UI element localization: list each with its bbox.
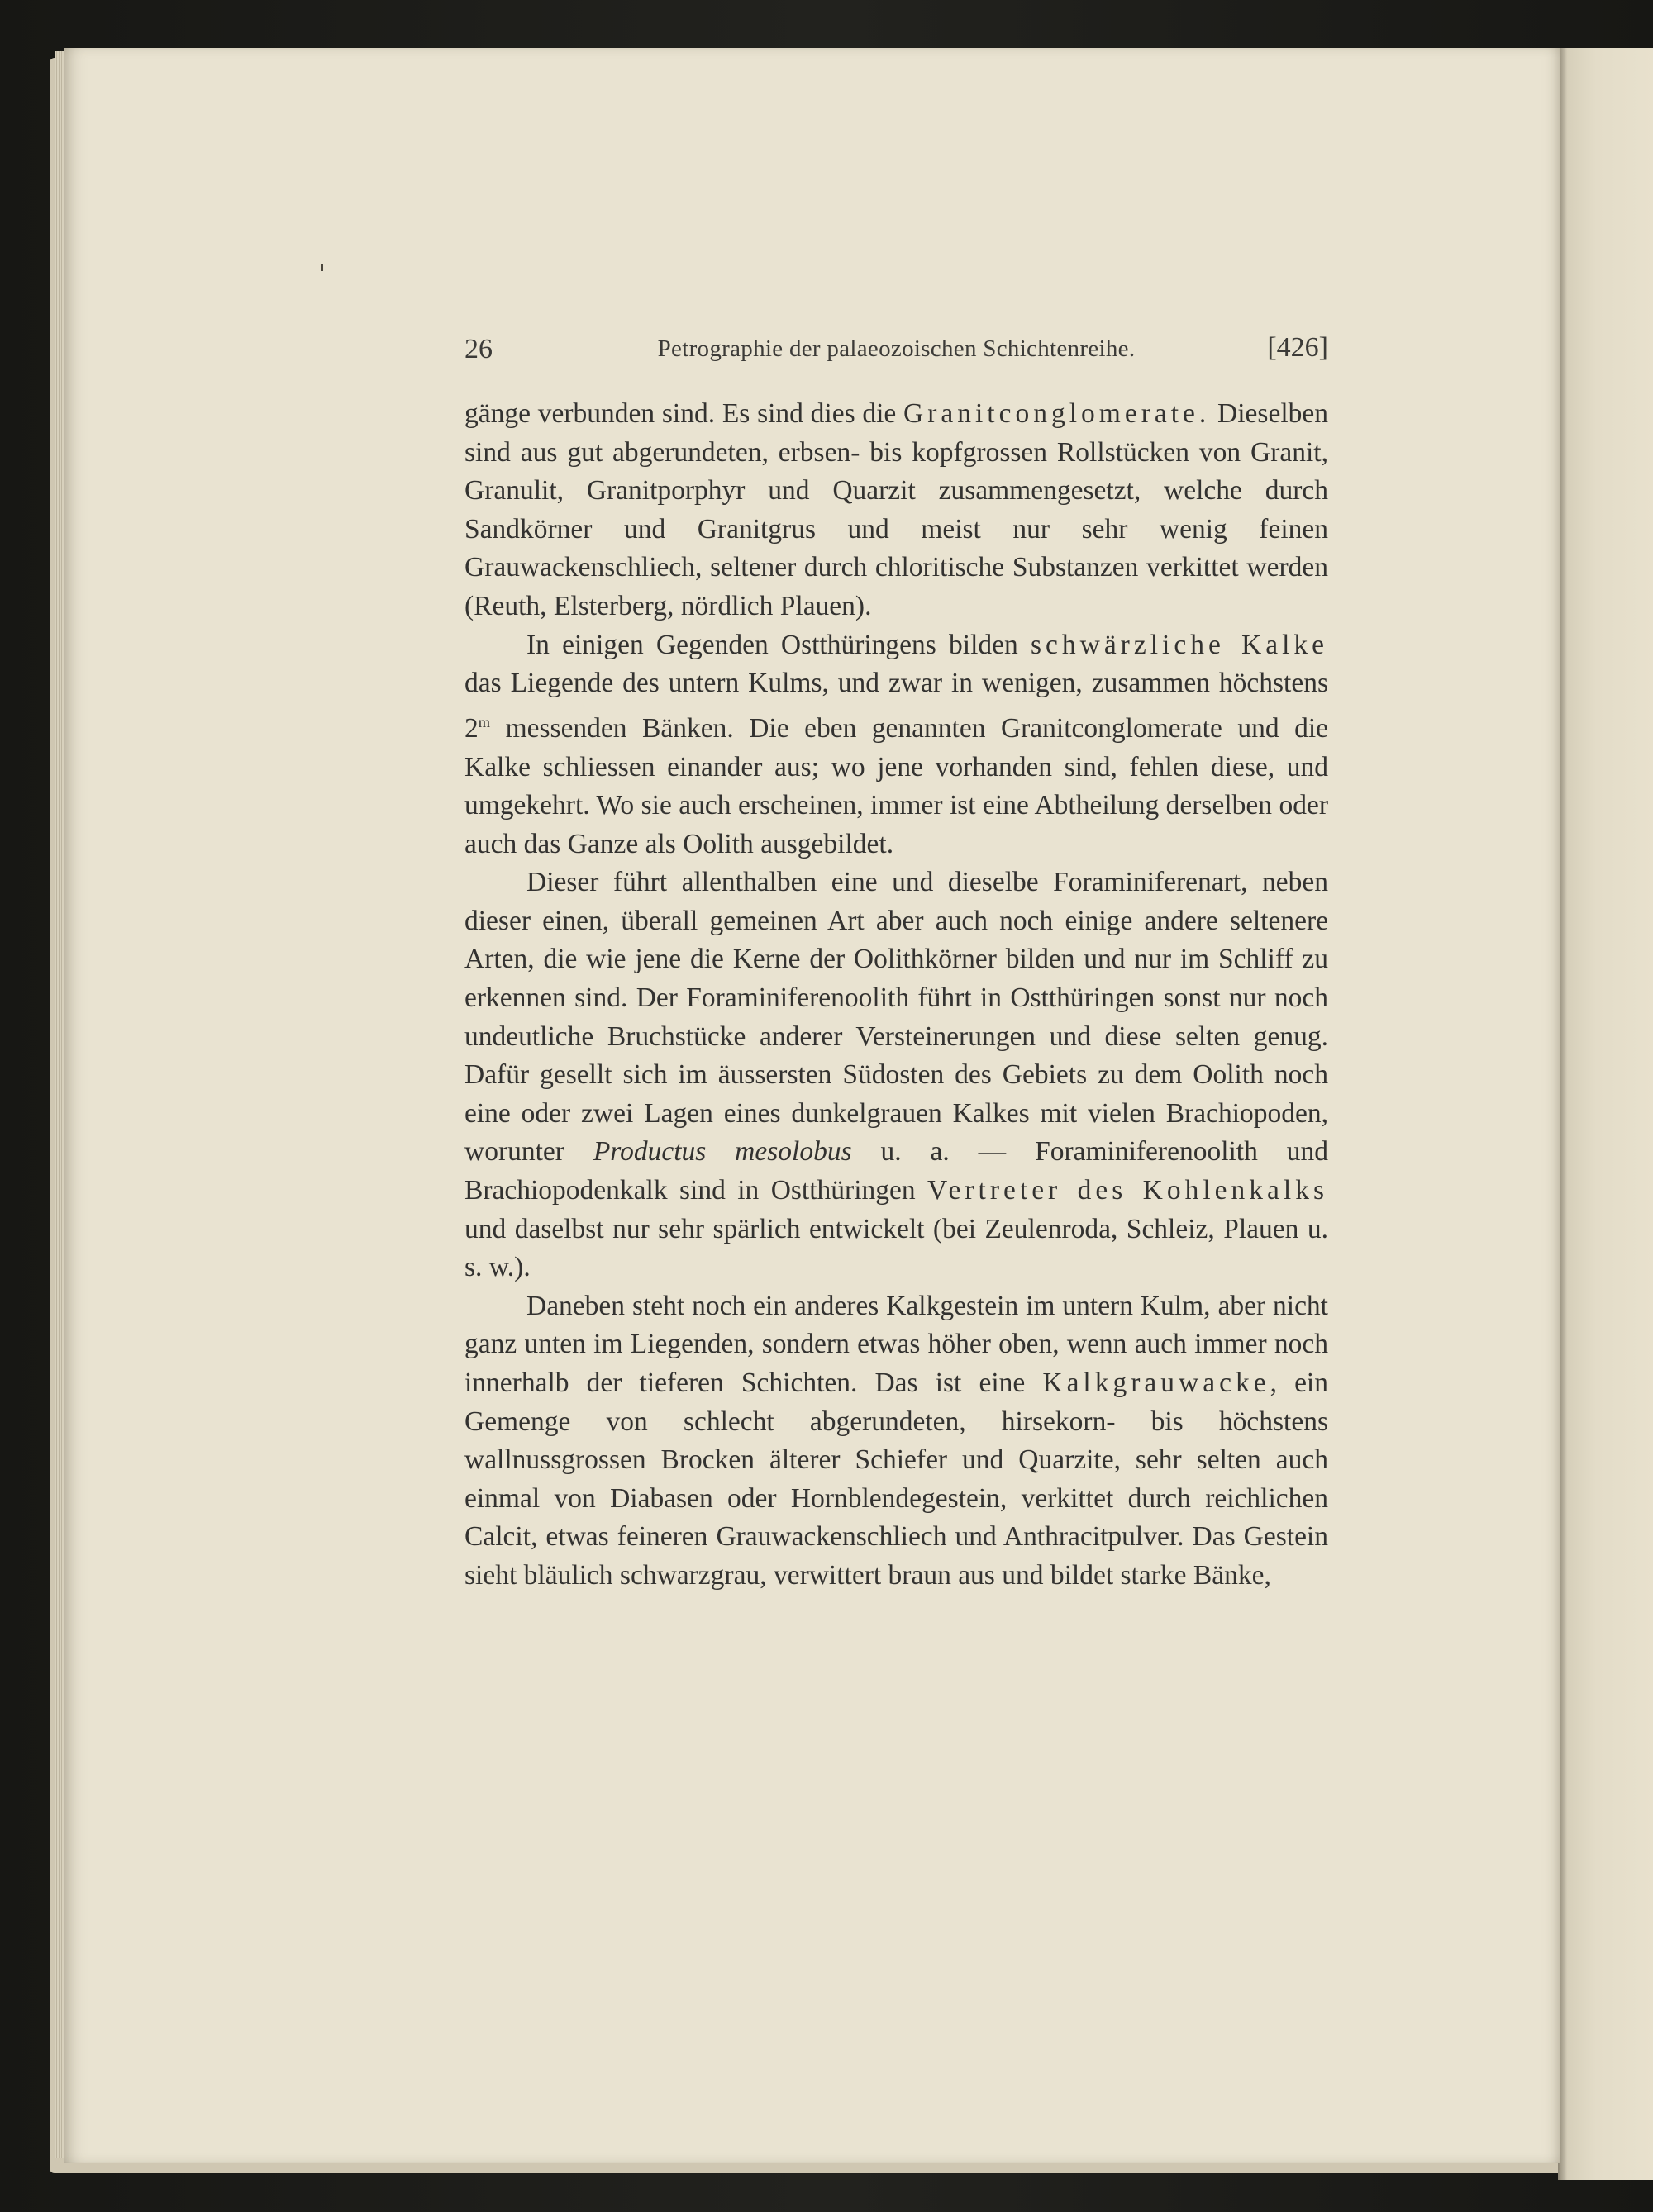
text-run: Daneben steht noch ein anderes Kalkgestein im untern Kulm, aber nicht ganz unten im Liegenden, sondern etwas höher oben, wenn auch immer noch innerhalb der tieferen Schichten. Das ist eine <box>464 1290 1328 1398</box>
running-header <box>464 331 1328 380</box>
superscript-unit: m <box>478 713 491 730</box>
emphasized-term: Kalkgrauwacke <box>1042 1368 1270 1398</box>
emphasized-term: Vertreter des Kohlenkalks <box>927 1175 1329 1206</box>
text-run: In einigen Gegenden Ostthüringens bilden <box>526 629 1031 660</box>
page-number: 26 <box>464 334 493 364</box>
emphasized-term: schwärzliche Kalke <box>1030 629 1328 660</box>
paragraph <box>464 626 1328 864</box>
ink-speck <box>321 264 323 271</box>
text-run: Dieselben sind aus gut abgerundeten, erbsen- bis kopfgrossen Rollstücken von Granit, Granulit, Granitporphyr und Quarzit zusammengesetzt, welche durch Sandkörner und Granitgrus und meist nur sehr wenig feinen Grauwackenschliech, seltener durch chloritische Substanzen verkittet werden (Reuth, Elsterberg, nördlich Plauen). <box>464 398 1328 621</box>
text-run: und daselbst nur sehr spärlich entwickelt (bei Zeulenroda, Schleiz, Plauen u. s. w.). <box>464 1213 1328 1283</box>
text-run: Dieser führt allenthalben eine und dieselbe Foraminiferenart, neben dieser einen, überall gemeinen Art aber auch noch einige andere seltenere Arten, die wie jene die Kerne der Oolithkörner bilden und nur im Schliff zu erkennen sind. Der Foraminiferenoolith führt in Ostthüringen sonst nur noch undeutliche Bruchstücke anderer Versteinerungen und diese selten genug. Dafür gesellt sich im äussersten Südosten des Gebiets zu dem Oolith noch eine oder zwei Lagen eines dunkelgrauen Kalkes mit vielen Brachiopoden, worunter <box>464 867 1328 1168</box>
text-run: , ein Gemenge von schlecht abgerundeten, hirsekorn- bis höchstens wallnussgrossen Brocken älterer Schiefer und Quarzite, sehr selten auch einmal von Diabasen oder Hornblendegestein, verkittet durch reichlichen Calcit, etwas feineren Grauwackenschliech und Anthracitpulver. Das Gestein sieht bläulich schwarzgrau, verwittert braun aus und bildet starke Bänke, <box>464 1368 1328 1591</box>
text-run: u. a. — Foraminiferenoolith und Brachiopodenkalk sind in Ostthüringen <box>464 1136 1329 1206</box>
text-run: das Liegende des untern Kulms, und zwar in wenigen, zusammen höchstens 2 <box>464 668 1328 744</box>
text-run: messenden Bänken. Die eben genannten Granitconglomerate und die Kalke schliessen einander aus; wo jene vorhanden sind, fehlen diese, und umgekehrt. Wo sie auch erscheinen, immer ist eine Abtheilung derselben oder auch das Ganze als Oolith ausgebildet. <box>464 712 1328 859</box>
running-title: Petrographie der palaeozoischen Schichtenreihe. <box>657 335 1136 362</box>
body-text <box>464 395 1328 1596</box>
paragraph <box>464 1287 1328 1596</box>
original-page-reference: [426] <box>1267 332 1328 363</box>
facing-page-edge <box>1558 48 1653 2180</box>
emphasized-term: Granitconglomerate. <box>903 398 1211 429</box>
paragraph <box>464 863 1328 1287</box>
species-name: Productus mesolobus <box>593 1136 852 1168</box>
text-run: gänge verbunden sind. Es sind dies die <box>464 398 904 429</box>
paragraph <box>464 395 1328 626</box>
